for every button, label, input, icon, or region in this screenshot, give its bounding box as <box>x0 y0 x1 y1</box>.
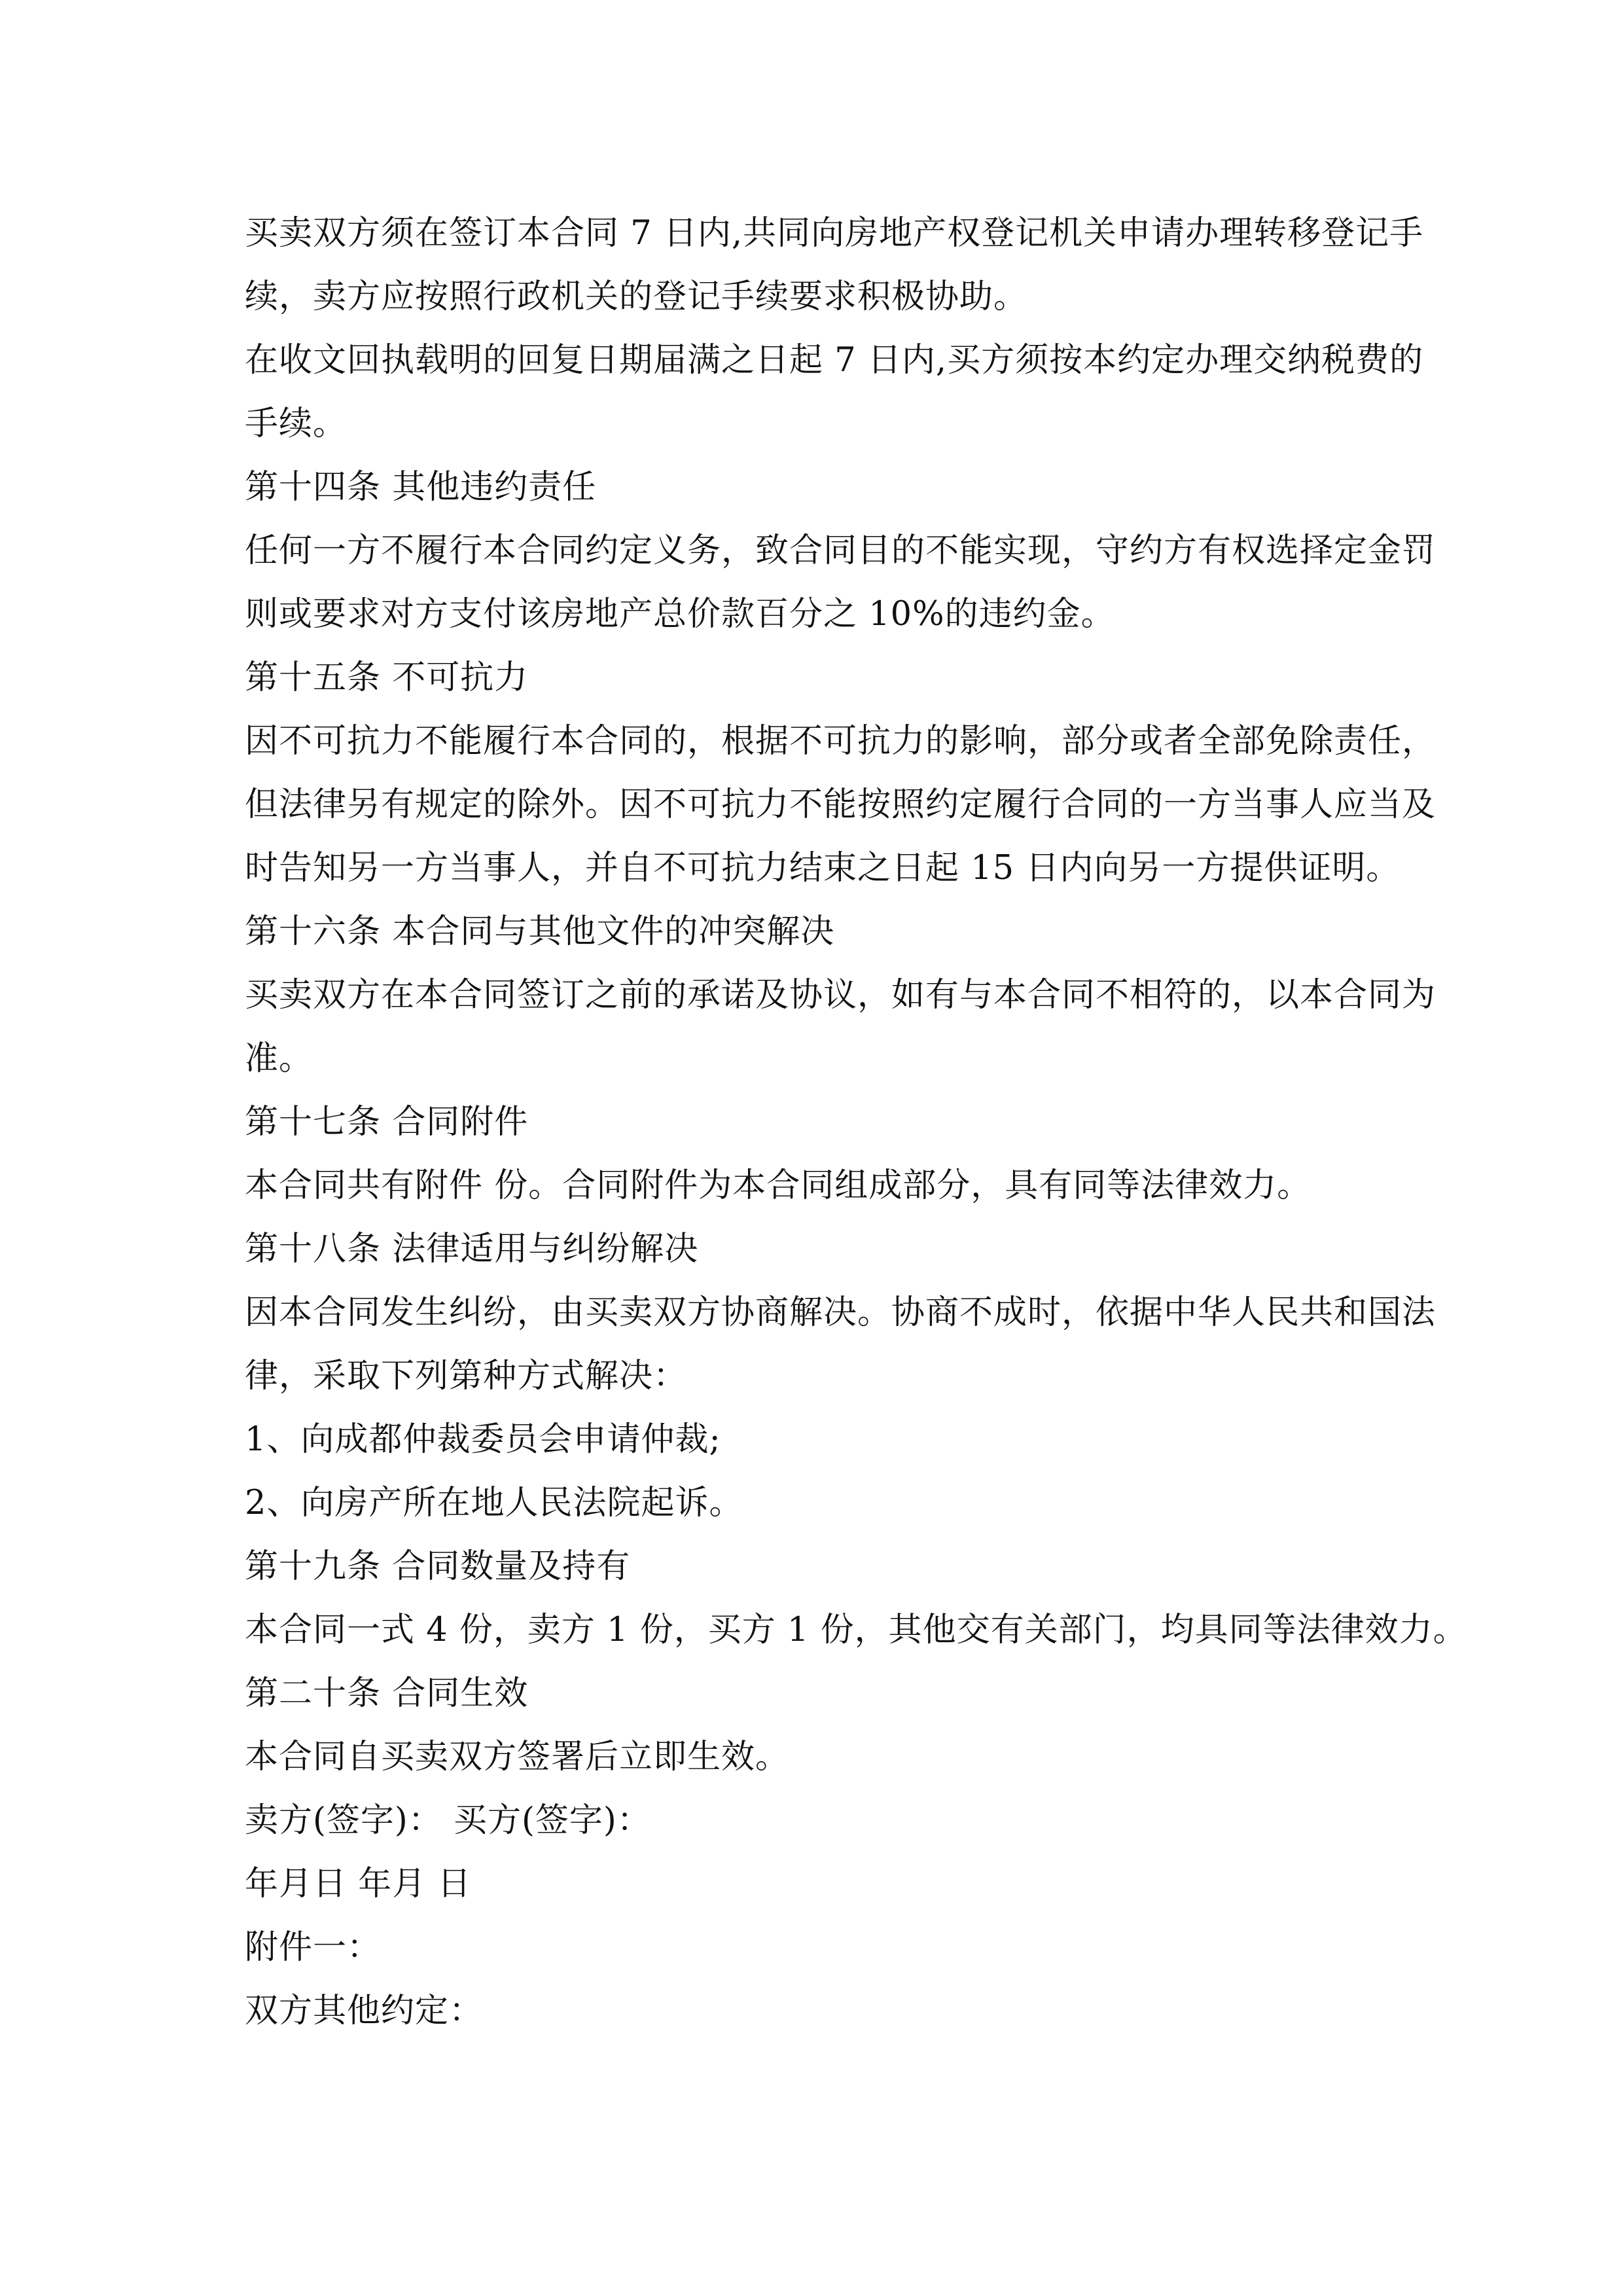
paragraph-line: 但法律另有规定的除外。因不可抗力不能按照约定履行合同的一方当事人应当及 <box>245 785 1436 824</box>
paragraph-line: 在收文回执载明的回复日期届满之日起 7 日内,买方须按本约定办理交纳税费的 <box>245 341 1424 380</box>
paragraph-line: 本合同一式 4 份，卖方 1 份，买方 1 份，其他交有关部门，均具同等法律效力。 <box>245 1611 1467 1649</box>
paragraph-line: 因本合同发生纠纷，由买卖双方协商解决。协商不成时，依据中华人民共和国法 <box>245 1293 1436 1332</box>
list-item: 2、向房产所在地人民法院起诉。 <box>245 1484 743 1522</box>
date-line: 年月日 年月 日 <box>245 1865 472 1903</box>
paragraph-line: 时告知另一方当事人，并自不可抗力结束之日起 15 日内向另一方提供证明。 <box>245 849 1400 888</box>
paragraph-line: 因不可抗力不能履行本合同的，根据不可抗力的影响，部分或者全部免除责任， <box>245 722 1436 761</box>
paragraph-line: 手续。 <box>245 404 348 443</box>
section-heading: 第十四条 其他违约责任 <box>245 468 597 507</box>
paragraph-line: 任何一方不履行本合同约定义务，致合同目的不能实现，守约方有权选择定金罚 <box>245 531 1436 570</box>
list-item: 1、向成都仲裁委员会申请仲裁; <box>245 1420 721 1459</box>
paragraph-line: 准。 <box>245 1039 313 1078</box>
section-heading: 第十七条 合同附件 <box>245 1103 529 1141</box>
paragraph-line: 双方其他约定： <box>245 1992 484 2030</box>
section-heading: 第二十条 合同生效 <box>245 1674 529 1713</box>
paragraph-line: 则或要求对方支付该房地产总价款百分之 10%的违约金。 <box>245 595 1115 634</box>
paragraph-line: 本合同自买卖双方签署后立即生效。 <box>245 1738 790 1776</box>
paragraph-line: 本合同共有附件 份。合同附件为本合同组成部分，具有同等法律效力。 <box>245 1166 1311 1205</box>
paragraph-line: 买卖双方在本合同签订之前的承诺及协议，如有与本合同不相符的，以本合同为 <box>245 976 1436 1014</box>
section-heading: 第十八条 法律适用与纠纷解决 <box>245 1230 699 1268</box>
section-heading: 第十六条 本合同与其他文件的冲突解决 <box>245 912 835 951</box>
section-heading: 第十五条 不可抗力 <box>245 658 529 697</box>
paragraph-line: 续，卖方应按照行政机关的登记手续要求积极协助。 <box>245 278 1028 316</box>
paragraph-line: 买卖双方须在签订本合同 7 日内,共同向房地产权登记机关申请办理转移登记手 <box>245 214 1424 253</box>
attachment-heading: 附件一： <box>245 1928 382 1967</box>
paragraph-line: 律，采取下列第种方式解决： <box>245 1357 688 1395</box>
signature-line: 卖方(签字)： 买方(签字)： <box>245 1801 651 1840</box>
section-heading: 第十九条 合同数量及持有 <box>245 1547 631 1586</box>
